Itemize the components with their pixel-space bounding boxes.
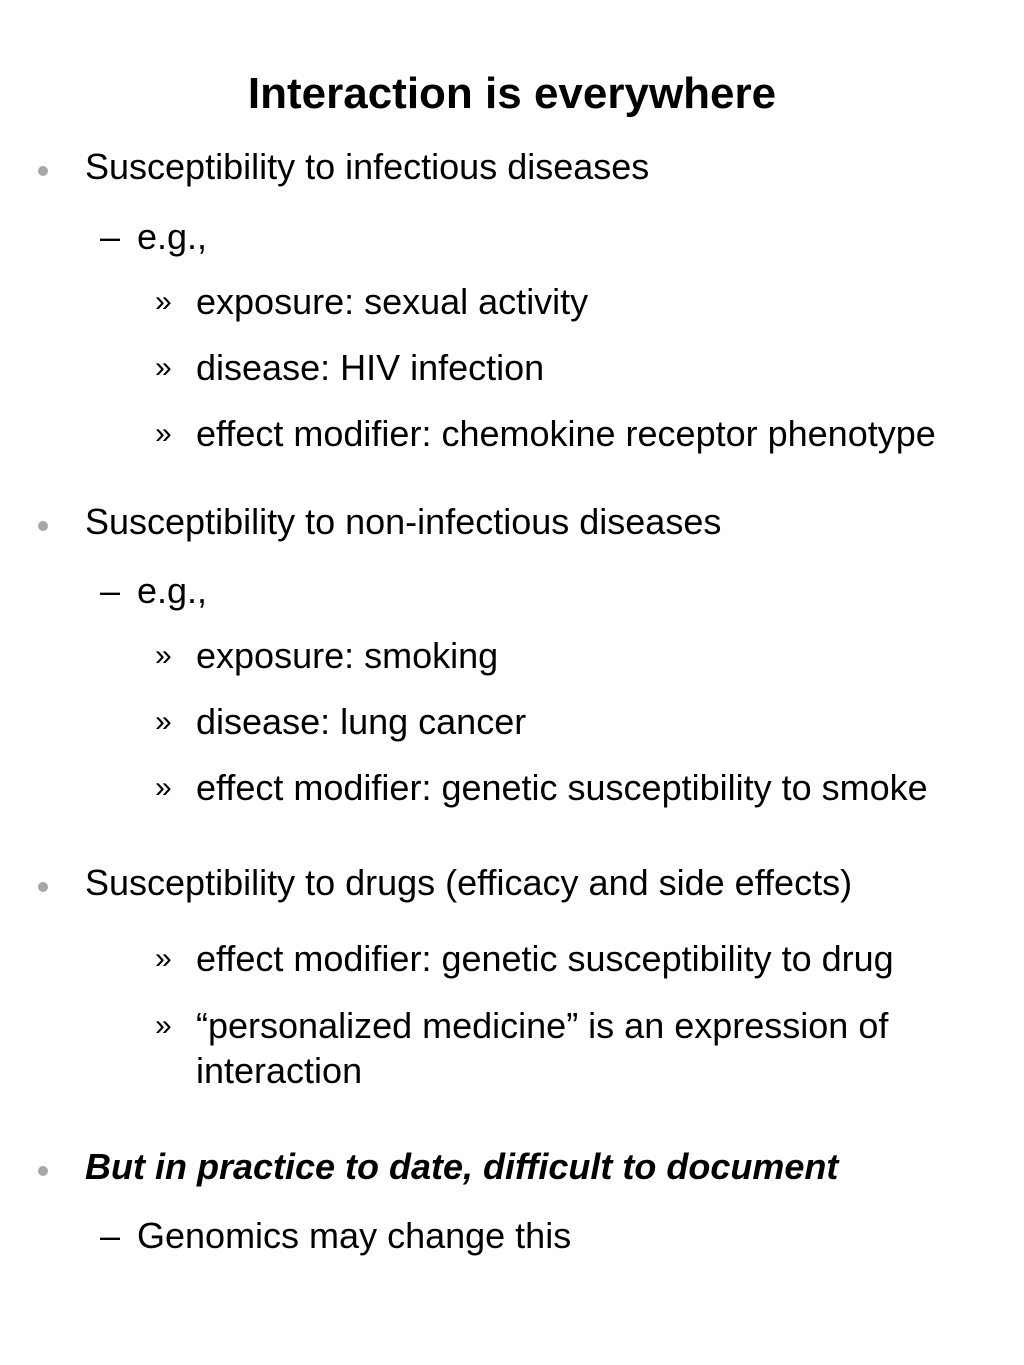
dash-marker: – [100, 570, 121, 611]
raquo-marker: » [155, 705, 172, 738]
bullet-dot-icon [38, 166, 48, 176]
section-2-heading: Susceptibility to non-infectious diseases [85, 501, 722, 542]
section-2-sub: e.g., [137, 570, 208, 611]
raquo-marker: » [155, 942, 172, 975]
raquo-marker: » [155, 417, 172, 450]
section-1-sub: e.g., [137, 216, 208, 257]
raquo-marker: » [155, 771, 172, 804]
raquo-marker: » [155, 639, 172, 672]
slide-title: Interaction is everywhere [247, 69, 777, 118]
section-3-heading: Susceptibility to drugs (efficacy and side effects) [85, 862, 853, 903]
section-2-item-1: exposure: smoking [196, 635, 499, 676]
section-3-item-2: “personalized medicine” is an expression of [196, 1005, 889, 1046]
bullet-dot-icon [38, 521, 48, 531]
section-1-item-2: disease: HIV infection [196, 347, 545, 388]
section-3-item-2-cont: interaction [196, 1050, 363, 1091]
section-4-sub: Genomics may change this [137, 1215, 572, 1256]
section-1-item-3: effect modifier: chemokine receptor phenotype [196, 413, 936, 454]
raquo-marker: » [155, 285, 172, 318]
dash-marker: – [100, 216, 121, 257]
dash-marker: – [100, 1215, 121, 1256]
section-1-item-1: exposure: sexual activity [196, 281, 589, 322]
section-3-item-1: effect modifier: genetic susceptibility to drug [196, 938, 894, 979]
raquo-marker: » [155, 1009, 172, 1042]
section-2-item-2: disease: lung cancer [196, 701, 527, 742]
section-1-heading: Susceptibility to infectious diseases [85, 146, 650, 187]
bullet-dot-icon [38, 1166, 48, 1176]
bullet-dot-icon [38, 882, 48, 892]
section-2-item-3: effect modifier: genetic susceptibility to smoke [196, 767, 928, 808]
raquo-marker: » [155, 351, 172, 384]
section-4-heading: But in practice to date, difficult to document [85, 1146, 839, 1187]
